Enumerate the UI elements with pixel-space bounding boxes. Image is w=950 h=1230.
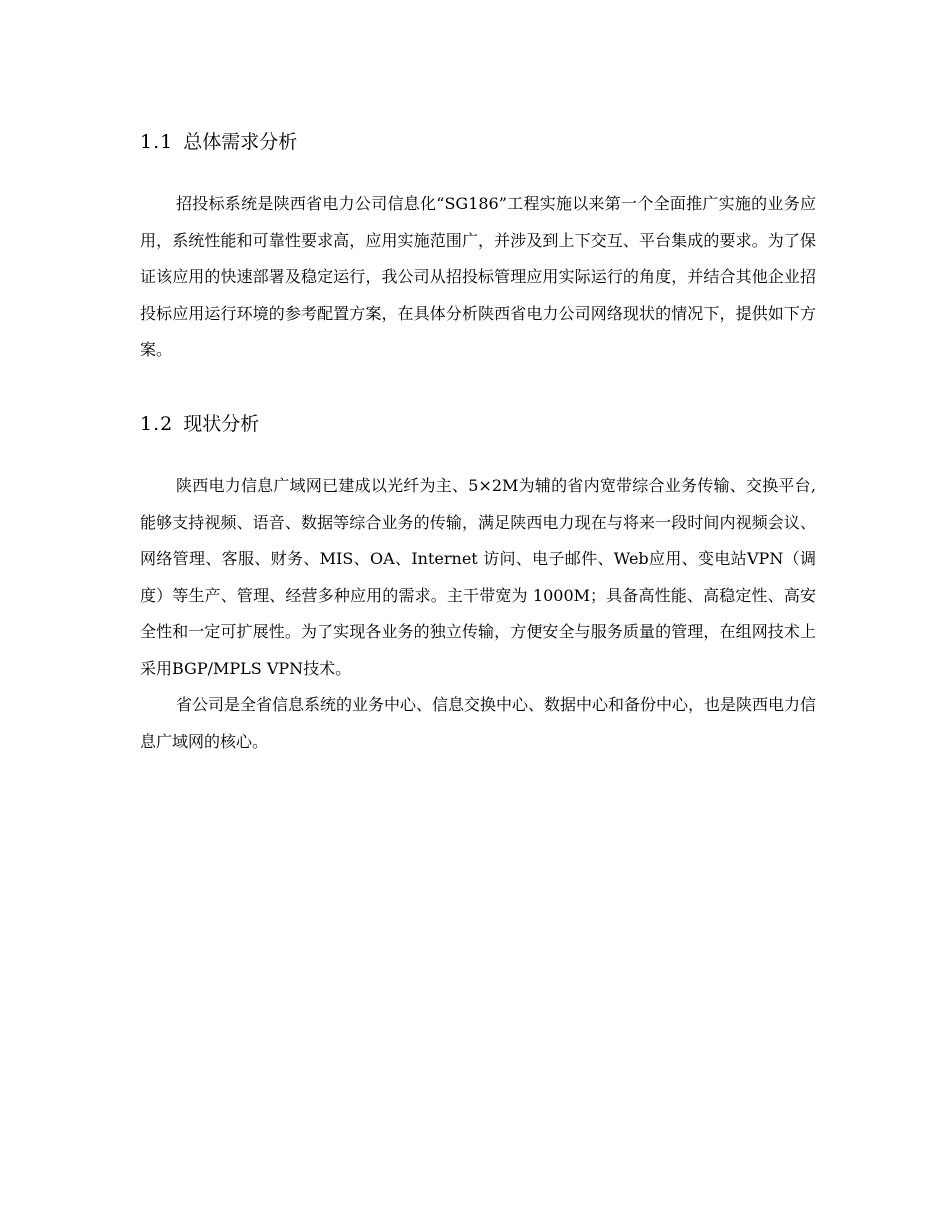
body-paragraph: 省公司是全省信息系统的业务中心、信息交换中心、数据中心和备份中心，也是陕西电力信息广域网的核心。 xyxy=(140,695,817,751)
section-title: 现状分析 xyxy=(183,413,260,435)
section-title: 总体需求分析 xyxy=(183,131,298,153)
section-heading xyxy=(140,412,259,436)
section-number: 1.2 xyxy=(140,413,174,435)
body-paragraph: 陕西电力信息广域网已建成以光纤为主、5×2M为辅的省内宽带综合业务传输、交换平台,能够支持视频、语音、数据等综合业务的传输，满足陕西电力现在与将来一段时间内视频会议、网络管理、客服、财务、MIS、OA、Internet 访问、电子邮件、Web应用、变电站VPN（调度）等生产、管理、经营多种应用的需求。主干带宽为 1000M；具备高性能、高稳定性、高安全性和一定可扩展性。为了实现各业务的独立传输，方便安全与服务质量的管理，在组网技术上采用BGP/MPLS VPN技术。 xyxy=(140,476,816,678)
body-paragraph: 招投标系统是陕西省电力公司信息化“SG186”工程实施以来第一个全面推广实施的业务应用，系统性能和可靠性要求高，应用实施范围广，并涉及到上下交互、平台集成的要求。为了保证该应用的快速部署及稳定运行，我公司从招投标管理应用实际运行的角度，并结合其他企业招投标应用运行环境的参考配置方案，在具体分析陕西省电力公司网络现状的情况下，提供如下方案。 xyxy=(140,194,816,359)
section-number: 1.1 xyxy=(140,131,174,153)
section-heading xyxy=(140,130,297,154)
